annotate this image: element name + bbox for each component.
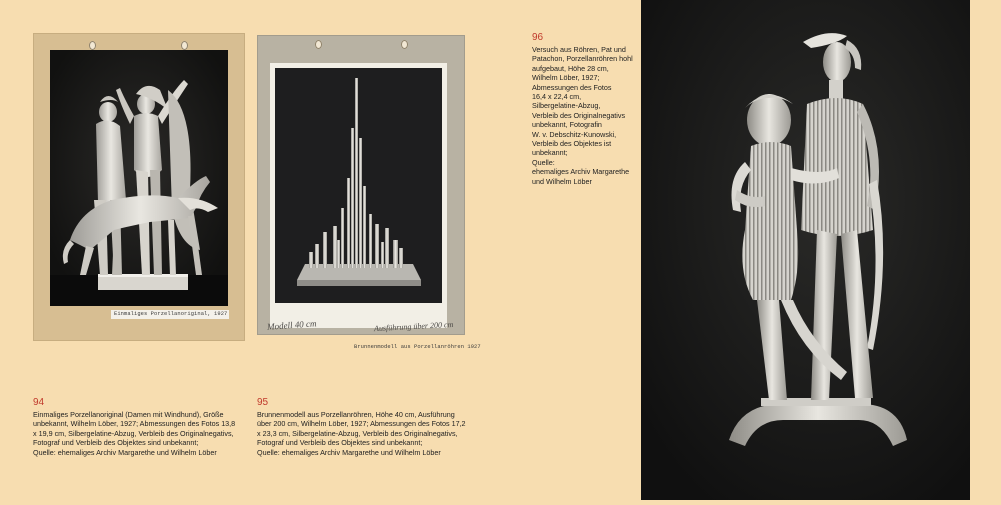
caption-line: Fotograf und Verbleib des Objektes sind unbekannt; <box>257 438 423 448</box>
pencil-note: Modell 40 cm <box>266 318 317 332</box>
caption-line: Quelle: ehemaliges Archiv Margarethe und Wilhelm Löber <box>257 447 441 457</box>
figure-number-94: 94 <box>33 397 45 408</box>
pencil-note: Ausführung über 200 cm <box>373 319 454 334</box>
figure-caption-94 <box>33 410 243 457</box>
photo-card-95 <box>257 35 481 350</box>
figure-number-95: 95 <box>257 397 269 408</box>
caption-line: x 23,3 cm, Silbergelatine-Abzug, Verbleib des Originalnegativs, <box>257 428 458 438</box>
caption-line: und Wilhelm Löber <box>532 176 592 186</box>
caption-line: W. v. Debschitz-Kunowski, <box>532 129 617 139</box>
figure-caption-96 <box>532 45 642 186</box>
caption-line: Patachon, Porzellanröhren hohl <box>532 54 633 64</box>
caption-line: unbekannt, Wilhelm Löber, 1927; Abmessungen des Fotos 13,8 <box>33 419 236 429</box>
caption-line: Verbleib des Originalnegativs <box>532 110 626 120</box>
caption-line: 16,4 x 22,4 cm, <box>532 92 582 102</box>
photo-96-pat-patachon <box>641 0 970 500</box>
caption-line: Abmessungen des Fotos <box>532 82 612 92</box>
caption-line: ehemaliges Archiv Margarethe <box>532 167 630 177</box>
caption-line: x 19,9 cm, Silbergelatine-Abzug, Verbleib des Originalnegativs, <box>33 428 234 438</box>
caption-line: Einmaliges Porzellanoriginal (Damen mit Windhund), Größe <box>33 410 224 419</box>
caption-line: Wilhelm Löber, 1927; <box>532 73 600 83</box>
caption-line: Fotograf und Verbleib des Objektes sind unbekannt; <box>33 438 199 448</box>
photo-94-sculpture <box>50 50 228 306</box>
caption-line: über 200 cm, Wilhelm Löber, 1927; Abmessungen des Fotos 17,2 <box>257 419 466 429</box>
punch-hole <box>89 41 96 50</box>
caption-line: Quelle: <box>532 157 555 167</box>
sculpture-ladies-greyhound-image <box>50 50 228 306</box>
caption-line: Brunnenmodell aus Porzellanröhren, Höhe 40 cm, Ausführung <box>257 410 455 419</box>
caption-line: Quelle: ehemaliges Archiv Margarethe und Wilhelm Löber <box>33 447 217 457</box>
photo-95-fountain <box>270 63 481 350</box>
caption-line: unbekannt; <box>532 148 568 158</box>
photo-card-94 <box>33 33 245 341</box>
caption-line: unbekannt, Fotografin <box>532 120 602 130</box>
photo-caption-strip: Einmaliges Porzellanoriginal, 1927 <box>111 310 229 319</box>
photo-caption-strip: Brunnenmodell aus Porzellanröhren 1927 <box>354 344 481 350</box>
caption-line: Versuch aus Röhren, Pat und <box>532 45 626 54</box>
punch-hole <box>315 40 322 49</box>
caption-line: Verbleib des Objektes ist <box>532 139 612 149</box>
caption-line: Silbergelatine-Abzug, <box>532 101 601 111</box>
caption-line: aufgebaut, Höhe 28 cm, <box>532 63 609 73</box>
punch-hole <box>181 41 188 50</box>
figure-caption-95 <box>257 410 472 457</box>
figure-number-96: 96 <box>532 32 544 43</box>
fountain-model-image <box>275 68 442 303</box>
sculpture-pat-patachon-image <box>641 0 970 500</box>
punch-hole <box>401 40 408 49</box>
